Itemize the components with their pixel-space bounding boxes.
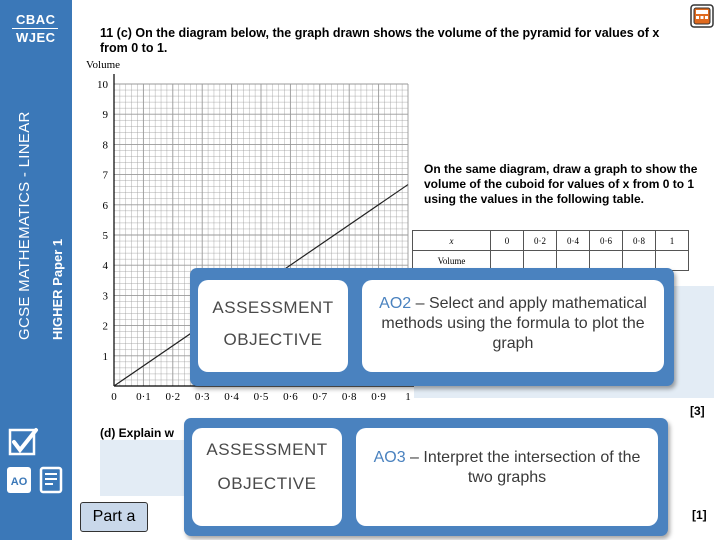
ao3-panel [184, 418, 668, 536]
table-x-cell: 0 [491, 231, 524, 251]
y-tick-labels [97, 79, 109, 363]
ao2-panel [190, 268, 674, 386]
table-row-x [413, 231, 689, 251]
x-tick-label: 0·1 [136, 391, 151, 403]
y-tick-label: 9 [102, 109, 108, 122]
y-tick-label: 2 [102, 320, 108, 333]
ao3-description-box [356, 428, 658, 526]
ao2-text: – Select and apply mathematical methods using the formula to plot the graph [381, 295, 647, 352]
subject-label: GCSE MATHEMATICS - LINEAR [16, 111, 33, 340]
y-tick-label: 6 [102, 199, 108, 212]
mark-c: [3] [690, 404, 705, 418]
logo-rule [12, 28, 58, 29]
paper-label: HIGHER Paper 1 [50, 238, 65, 340]
y-axis-label: Volume [86, 59, 121, 71]
x-tick-label: 0 [111, 391, 117, 403]
table-x-cell: 0·2 [524, 231, 557, 251]
table-header-volume: Volume [413, 251, 491, 271]
part-d-question: (d) Explain w [100, 426, 175, 440]
sidebar [0, 0, 72, 540]
svg-text:AO: AO [10, 476, 28, 488]
ao3-code: AO3 [373, 449, 406, 466]
values-table [412, 230, 689, 271]
x-tick-labels [111, 391, 411, 403]
instruction-text: On the same diagram, draw a graph to show the volume of the cuboid for values of x from 0 to 1 using the values in the following table. [424, 162, 698, 206]
calculator-icon[interactable] [690, 4, 714, 28]
x-tick-label: 0·9 [371, 391, 386, 403]
logo-line2: WJEC [16, 30, 56, 45]
y-tick-label: 8 [102, 139, 108, 152]
y-tick-label: 10 [97, 79, 108, 91]
x-tick-label: 0·2 [165, 391, 181, 403]
x-tick-label: 0·4 [224, 391, 239, 403]
x-tick-label: 0·5 [253, 391, 269, 403]
ao2-label-box [198, 280, 348, 372]
ao3-label-box [192, 428, 342, 526]
y-tick-label: 7 [102, 169, 108, 182]
table-x-cell: 0·4 [557, 231, 590, 251]
ao3-text: – Interpret the intersection of the two graphs [405, 449, 641, 486]
ao3-description [356, 428, 658, 488]
document-icon[interactable] [38, 466, 64, 494]
checkmark-icon[interactable] [6, 426, 40, 460]
table-x-cell: 0·6 [590, 231, 623, 251]
table-x-cell: 1 [656, 231, 689, 251]
wjec-logo [10, 8, 62, 52]
ao2-label-top: ASSESSMENT [212, 298, 334, 317]
logo-line1: CBAC [16, 12, 56, 27]
ao2-code: AO2 [379, 295, 412, 312]
table-header-x: x [413, 231, 491, 251]
ao3-label-top: ASSESSMENT [206, 440, 328, 459]
x-tick-label: 1 [405, 391, 411, 403]
x-tick-label: 0·6 [283, 391, 298, 403]
ao2-label-bottom: OBJECTIVE [223, 330, 323, 349]
part-a-button[interactable]: Part a [80, 502, 148, 532]
ao3-label-bottom: OBJECTIVE [217, 474, 317, 493]
table-x-cell: 0·8 [623, 231, 656, 251]
ao2-description-box [362, 280, 664, 372]
mark-d: [1] [692, 508, 707, 522]
ao2-description [362, 280, 664, 354]
ao-icon[interactable] [6, 466, 32, 494]
y-tick-label: 5 [102, 230, 108, 242]
x-tick-label: 0·8 [341, 391, 357, 403]
x-tick-label: 0·3 [194, 391, 210, 403]
y-tick-label: 4 [102, 260, 108, 273]
x-tick-label: 0·7 [312, 391, 328, 403]
y-tick-label: 1 [102, 350, 108, 363]
question-title: 11 (c) On the diagram below, the graph drawn shows the volume of the pyramid for values of x from 0 to 1. [100, 26, 660, 55]
y-tick-label: 3 [102, 290, 108, 303]
